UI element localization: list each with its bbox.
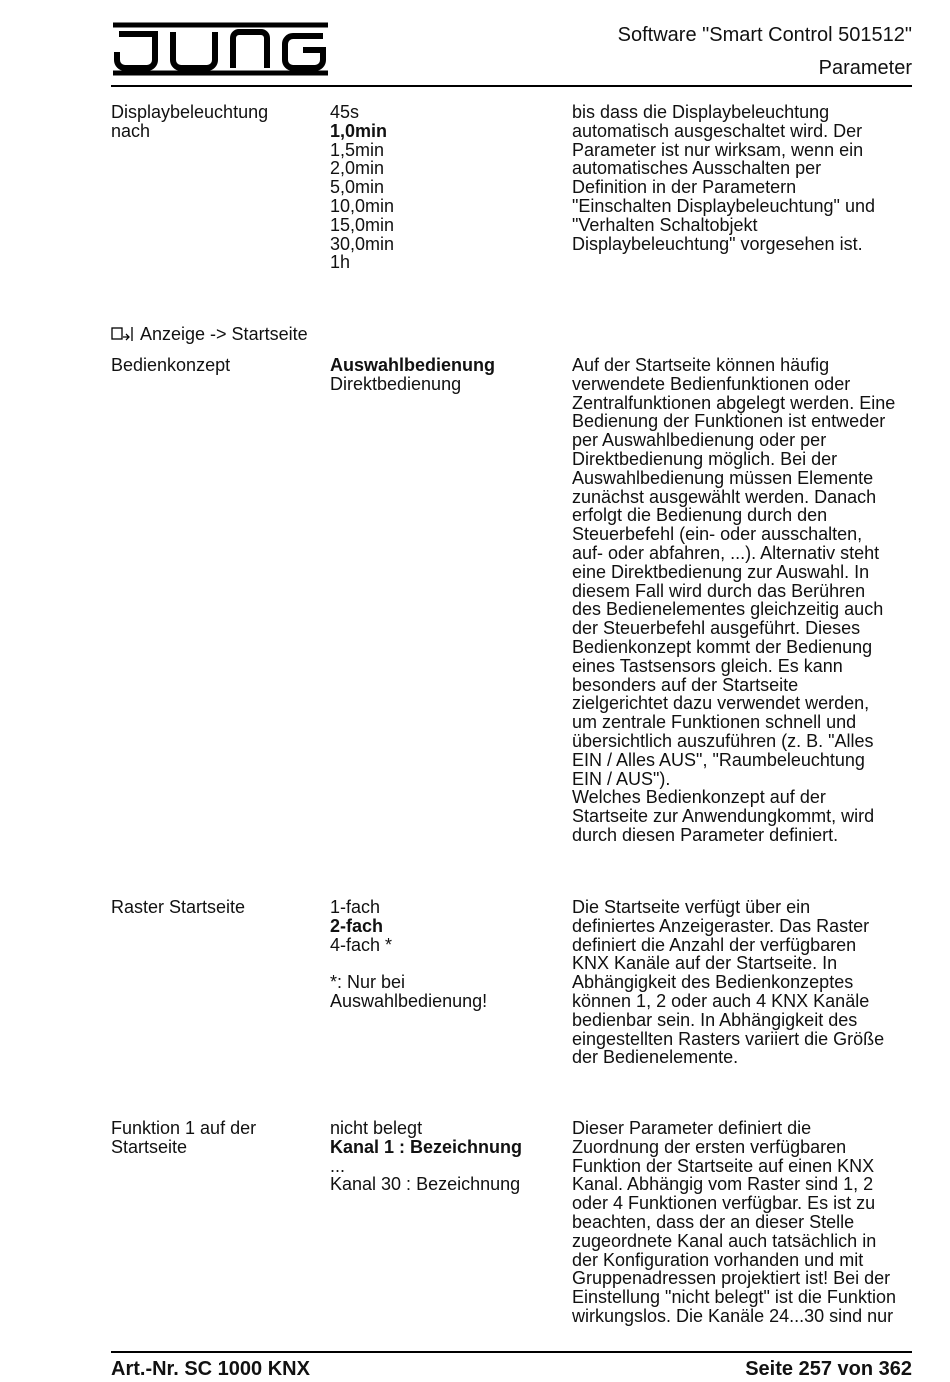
value-option: 1,5min xyxy=(330,139,385,160)
section-title: Parameter xyxy=(818,57,912,79)
value-option: ... xyxy=(330,1155,346,1176)
section-heading: Anzeige -> Startseite xyxy=(111,323,308,345)
value-option-default: 1,0min xyxy=(330,120,388,141)
footer-rule xyxy=(111,1351,912,1353)
param-desc-bedienkonzept: Auf der Startseite können häufig verwendete Bedienfunktionen oder Zentralfunktionen abgelegt werden. Eine Bedienung der Funktionen ist entweder per Auswahlbedienung oder per Direktbedienung möglich. Bei der Auswahlbedienung müssen Elemente zunächst ausgewählt werden. Danach erfolgt die Bedienung durch den Steuerbefehl (ein- oder ausschalten, auf- oder abfahren, ...). Alternativ steht eine Direktbedienung zur Auswahl. In diesem Fall wird durch das Berühren des Bedienelementes gleichzeitig auch der Steuerbefehl ausgeführt. Dieses Bedienkonzept kommt der Bedienung eines Tastsensors gleich. Es kann besonders auf der Startseite zielgerichtet dazu verwendet werden, um zentrale Funktionen schnell und übersichtlich auszuführen (z. B. "Alles EIN / Alles AUS", "Raumbeleuchtung EIN / AUS"). Welches Bedienkonzept auf der Startseite zur Anwendungkommt, wird durch diesen Parameter definiert. xyxy=(572,355,896,845)
param-values-raster-startseite xyxy=(330,898,560,1011)
tree-node-icon xyxy=(111,326,135,342)
value-option: 1h xyxy=(330,252,351,273)
page-number: Seite 257 von 362 xyxy=(745,1358,912,1380)
value-option: 30,0min xyxy=(330,233,395,254)
param-values-displaybeleuchtung xyxy=(330,103,560,272)
param-name-displaybeleuchtung: Displaybeleuchtung nach xyxy=(111,102,269,141)
jung-logo xyxy=(111,22,330,76)
article-number: Art.-Nr. SC 1000 KNX xyxy=(111,1358,310,1380)
param-desc-funktion-1: Dieser Parameter definiert die Zuordnung der ersten verfügbaren Funktion der Startseite auf einen KNX Kanal. Abhängig vom Raster sind 1, 2 oder 4 Funktionen verfügbar. Es ist zu beachten, dass der an dieser Stelle zugeordnete Kanal auch tatsächlich in der Konfiguration vorhanden und mit Gruppenadressen projektiert ist! Bei der Einstellung "nicht belegt" ist die Funktion wirkungslos. Die Kanäle 24...30 sind nur xyxy=(572,1118,896,1326)
param-desc-displaybeleuchtung: bis dass die Displaybeleuchtung automatisch ausgeschaltet wird. Der Parameter ist nur wirksam, wenn ein automatisches Ausschalten per Definition in der Parametern "Einschalten Displaybeleuchtung" und "Verhalten Schaltobjekt Displaybeleuchtung" vorgesehen ist. xyxy=(572,102,875,254)
param-values-funktion-1 xyxy=(330,1119,560,1194)
value-option: 10,0min xyxy=(330,195,395,216)
value-option-default: Auswahlbedienung xyxy=(330,355,496,375)
value-option: nicht belegt xyxy=(330,1118,423,1138)
value-option: 5,0min xyxy=(330,177,385,198)
value-option-default: Kanal 1 : Bezeichnung xyxy=(330,1136,523,1157)
value-option-default: 2-fach xyxy=(330,915,384,936)
software-title: Software "Smart Control 501512" xyxy=(617,24,912,46)
value-spacer xyxy=(330,954,560,973)
value-option: Kanal 30 : Bezeichnung xyxy=(330,1174,521,1195)
value-option: 1-fach xyxy=(330,897,381,917)
value-option: 15,0min xyxy=(330,214,395,235)
value-footnote: Auswahlbedienung! xyxy=(330,990,488,1011)
value-option: 2,0min xyxy=(330,158,385,179)
param-values-bedienkonzept xyxy=(330,356,560,394)
value-option: 45s xyxy=(330,102,360,122)
value-footnote: *: Nur bei xyxy=(330,972,406,993)
value-option: Direktbedienung xyxy=(330,373,462,394)
param-name-bedienkonzept: Bedienkonzept xyxy=(111,355,231,375)
value-option: 4-fach * xyxy=(330,934,393,955)
param-desc-raster-startseite: Die Startseite verfügt über ein definiertes Anzeigeraster. Das Raster definiert die Anzahl der verfügbaren KNX Kanäle auf der Startseite. In Abhängigkeit des Bedienkonzeptes können 1, 2 oder auch 4 KNX Kanäle bedienbar sein. In Abhängigkeit des eingestellten Rasters variiert die Größe der Bedienelemente. xyxy=(572,897,885,1068)
param-name-funktion-1: Funktion 1 auf der Startseite xyxy=(111,1118,257,1157)
header-rule xyxy=(111,85,912,87)
param-name-raster-startseite: Raster Startseite xyxy=(111,897,246,917)
